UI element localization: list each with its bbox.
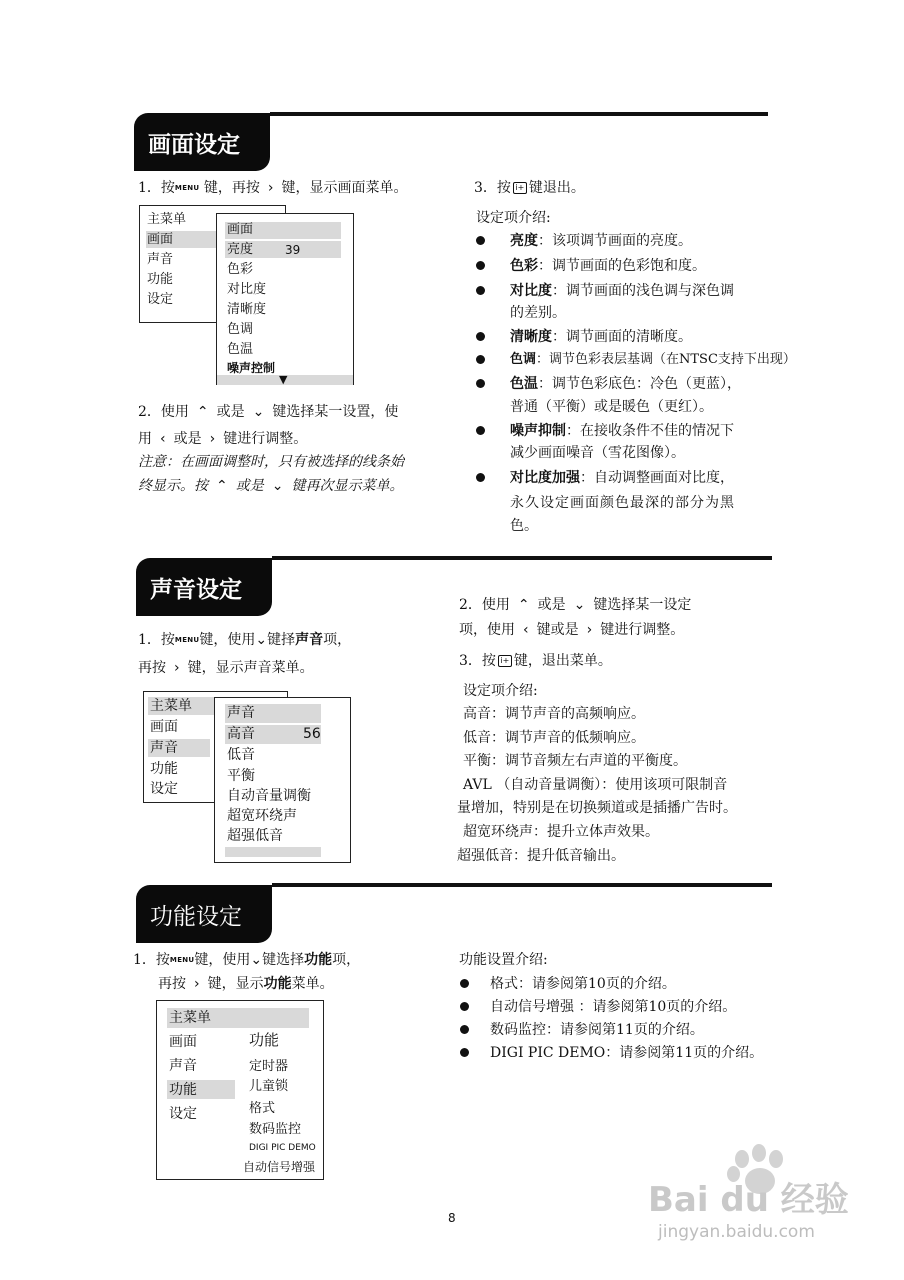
function-intro-title: 功能设置介绍: [459, 952, 548, 968]
bullet-icon [476, 236, 485, 245]
sound-step1b: 再按 › 键，显示声音菜单。 [138, 660, 314, 676]
picture-item: 亮度：该项调节画面的亮度。 [510, 233, 692, 249]
sound-step2: 2．使用 ⌃ 或是 ⌄ 键选择某一设定 [459, 597, 692, 613]
up-arrow-icon: ⌃ [517, 597, 530, 613]
picture-step3: 3．按 i+ 键退出。 [474, 180, 585, 196]
menu-key-icon: MENU [174, 636, 200, 644]
picture-sub-menu [216, 213, 354, 385]
function-step1b: 再按 › 键，显示功能菜单。 [158, 976, 334, 992]
menu-item[interactable]: 主菜单 [147, 212, 187, 227]
submenu-item[interactable]: 色温 [227, 342, 254, 357]
picture-item: 清晰度：调节画面的清晰度。 [510, 329, 692, 345]
down-arrow-icon: ⌄ [255, 632, 268, 648]
exit-icon: i+ [513, 182, 527, 194]
menu-item[interactable]: 声音 [147, 252, 174, 267]
sound-line: AVL （自动音量调衡）：使用该项可限制音 [463, 777, 728, 793]
picture-intro-title: 设定项介绍: [476, 210, 551, 226]
up-arrow-icon: ⌃ [196, 404, 209, 420]
right-arrow-icon: › [174, 660, 180, 676]
menu-item[interactable]: 功能 [150, 761, 178, 777]
sound-step3: 3．按 i+ 键，退出菜单。 [459, 653, 612, 669]
picture-item: 色调：调节色彩表层基调（在NTSC支持下出现） [510, 352, 796, 367]
sound-line: 低音：调节声音的低频响应。 [463, 730, 645, 746]
up-arrow-icon: ⌃ [216, 478, 228, 494]
sound-line: 超宽环绕声：提升立体声效果。 [463, 824, 659, 840]
submenu-item[interactable]: 数码监控 [249, 1122, 302, 1137]
function-item: DIGI PIC DEMO：请参阅第11页的介绍。 [490, 1045, 764, 1061]
bullet-icon [460, 1048, 469, 1057]
left-arrow-icon: ‹ [523, 622, 529, 638]
picture-step1: 1．按MENU 键，再按 › 键，显示画面菜单。 [138, 180, 408, 196]
sound-line: 高音：调节声音的高频响应。 [463, 706, 645, 722]
bullet-icon [476, 286, 485, 295]
submenu-header: 声音 [227, 705, 255, 721]
right-arrow-icon: › [209, 431, 216, 447]
menu-item[interactable]: 主菜单 [150, 698, 192, 714]
section-divider [272, 556, 772, 560]
watermark-url: jingyan.baidu.com [658, 1222, 815, 1242]
section-title-picture: 画面设定 [134, 113, 270, 171]
submenu-header: 画面 [227, 222, 254, 237]
left-arrow-icon: ‹ [160, 431, 166, 447]
submenu-item[interactable]: 噪声控制 [227, 361, 276, 375]
picture-item: 对比度加强：自动调整画面对比度， [510, 470, 734, 486]
bullet-icon [460, 1025, 469, 1034]
picture-item: 色温：调节色彩底色：冷色（更蓝）， [510, 376, 741, 392]
picture-item-cont: 的差别。 [510, 305, 566, 321]
right-arrow-icon: › [586, 622, 593, 638]
submenu-item[interactable]: 对比度 [227, 282, 267, 297]
picture-step2b: 用 ‹ 或是 › 键进行调整。 [138, 431, 308, 447]
right-arrow-icon: › [267, 180, 274, 196]
picture-item: 对比度：调节画面的浅色调与深色调 [510, 283, 734, 299]
bullet-icon [476, 261, 485, 270]
sound-step2b: 项，使用 ‹ 键或是 › 键进行调整。 [459, 622, 685, 638]
down-arrow-icon: ⌄ [252, 404, 265, 420]
submenu-item[interactable]: 自动信号增强 [243, 1160, 316, 1174]
treble-value: 56 [303, 726, 321, 742]
down-arrow-icon: ⌄ [271, 478, 284, 494]
sound-sub-menu [214, 697, 351, 863]
picture-item-cont: 普通（平衡）或是暖色（更红）。 [510, 399, 713, 415]
menu-item[interactable]: 画面 [150, 719, 178, 735]
bullet-icon [460, 1002, 469, 1011]
picture-step2: 2．使用 ⌃ 或是 ⌄ 键选择某一设置，使 [138, 404, 399, 420]
section-title-sound: 声音设定 [136, 558, 272, 616]
sound-intro-title: 设定项介绍: [463, 683, 538, 699]
section-divider [270, 112, 768, 116]
right-arrow-icon: › [194, 976, 200, 992]
menu-item[interactable]: 画面 [169, 1034, 197, 1050]
submenu-item[interactable]: 定时器 [249, 1059, 289, 1074]
bullet-icon [476, 355, 485, 364]
submenu-item[interactable]: 低音 [227, 747, 255, 763]
brightness-value: 39 [285, 243, 301, 257]
menu-item[interactable]: 功能 [147, 272, 174, 287]
watermark-brand: Bai du 经验 [648, 1180, 849, 1220]
submenu-item[interactable]: 超宽环绕声 [227, 808, 297, 824]
sound-line: 超强低音：提升低音输出。 [457, 848, 625, 864]
menu-key-icon: MENU [174, 184, 200, 192]
menu-key-icon: MENU [169, 956, 195, 964]
sound-line: 平衡：调节音频左右声道的平衡度。 [463, 753, 687, 769]
submenu-item[interactable]: 儿童锁 [249, 1079, 289, 1094]
menu-item[interactable]: 声音 [150, 740, 178, 756]
picture-item: 噪声抑制：在接收条件不佳的情况下 [510, 423, 734, 439]
submenu-item[interactable]: 色调 [227, 322, 254, 337]
submenu-item[interactable]: 格式 [249, 1101, 276, 1116]
bullet-icon [476, 473, 485, 482]
submenu-item[interactable]: DIGI PIC DEMO [249, 1143, 316, 1153]
submenu-item[interactable]: 平衡 [227, 768, 255, 784]
function-step1: 1．按MENU键，使用⌄键选择功能项， [133, 952, 361, 968]
function-item: 格式：请参阅第10页的介绍。 [490, 976, 676, 992]
picture-note-line1: 注意：在画面调整时，只有被选择的线条始 [138, 454, 404, 470]
bullet-icon [476, 426, 485, 435]
picture-item-cont: 减少画面噪音（雪花图像）。 [510, 445, 685, 461]
bullet-icon [476, 332, 485, 341]
submenu-item[interactable]: 清晰度 [227, 302, 267, 317]
down-arrow-icon: ⌄ [250, 952, 263, 968]
section-title-function: 功能设定 [136, 885, 272, 943]
picture-note-line2: 终显示。按 ⌃ 或是 ⌄ 键再次显示菜单。 [138, 478, 404, 494]
sound-line: 量增加，特别是在切换频道或是插播广告时。 [457, 800, 737, 816]
menu-item[interactable]: 画面 [147, 232, 174, 247]
picture-item-cont: 永久设定画面颜色最深的部分为黑 [510, 495, 735, 511]
menu-item[interactable]: 设定 [147, 292, 174, 307]
function-item: 自动信号增强 ：请参阅第10页的介绍。 [490, 999, 737, 1015]
exit-icon: i+ [498, 655, 512, 667]
scroll-down-icon[interactable]: ▼ [279, 373, 288, 386]
bullet-icon [476, 379, 485, 388]
section-divider [272, 883, 772, 887]
sound-step1: 1．按MENU键，使用⌄键择声音项， [138, 632, 352, 648]
menu-item[interactable]: 设定 [150, 781, 178, 797]
down-arrow-icon: ⌄ [573, 597, 586, 613]
bullet-icon [460, 979, 469, 988]
menu-item[interactable]: 设定 [169, 1106, 197, 1122]
picture-item-cont: 色。 [510, 518, 538, 534]
menu-item[interactable]: 功能 [169, 1082, 197, 1098]
submenu-header: 功能 [249, 1031, 280, 1049]
submenu-item[interactable]: 亮度 [227, 242, 254, 257]
picture-item: 色彩：调节画面的色彩饱和度。 [510, 258, 706, 274]
menu-item[interactable]: 声音 [169, 1058, 197, 1074]
submenu-item[interactable]: 色彩 [227, 262, 254, 277]
menu-item[interactable]: 主菜单 [169, 1010, 211, 1026]
submenu-item[interactable]: 自动音量调衡 [227, 788, 311, 804]
submenu-item[interactable]: 超强低音 [227, 828, 283, 844]
submenu-item[interactable]: 高音 [227, 726, 255, 742]
page-number: 8 [448, 1211, 456, 1225]
function-menu [156, 1000, 324, 1180]
function-item: 数码监控：请参阅第11页的介绍。 [490, 1022, 704, 1038]
